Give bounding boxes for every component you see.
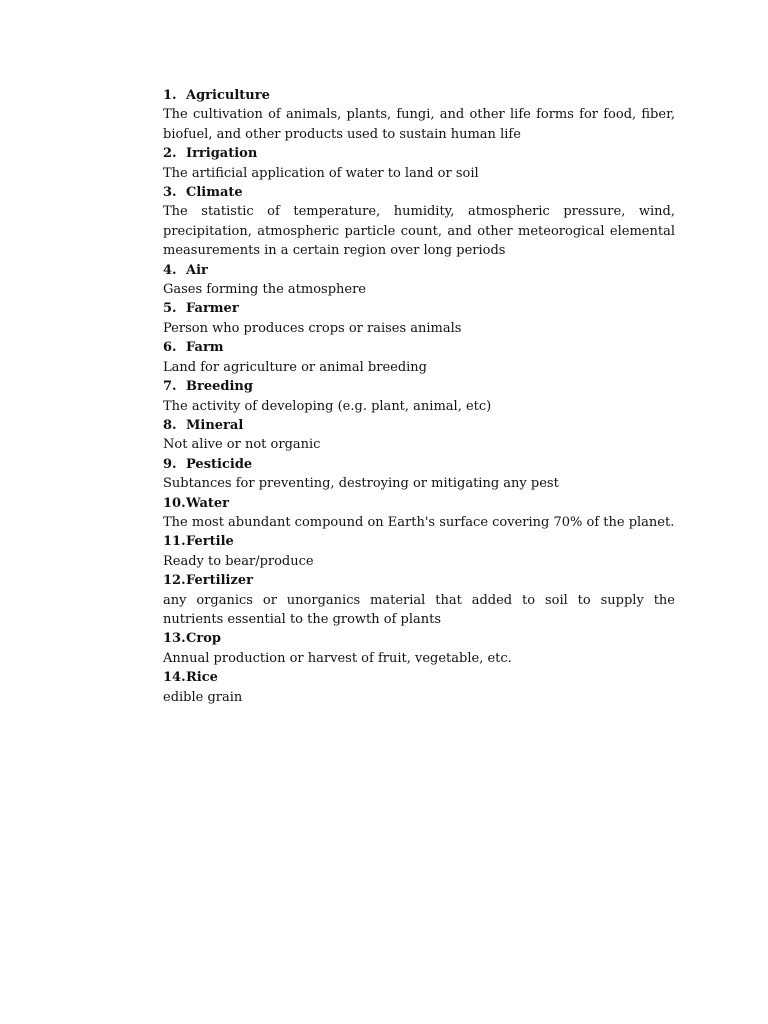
glossary-entry-crop <box>163 629 675 668</box>
term-name: Air <box>186 262 208 278</box>
term-number: 4. <box>163 262 177 278</box>
term-heading <box>163 183 675 202</box>
term-heading <box>163 261 675 280</box>
term-number: 3. <box>163 185 177 201</box>
term-name: Pesticide <box>186 456 253 472</box>
term-definition: The statistic of temperature, humidity, atmospheric pressure, wind, precipitation, atmospheric particle count, and other meteorogical elemental measurements in a certain region over long periods <box>163 204 675 259</box>
term-definition: Gases forming the atmosphere <box>163 282 366 298</box>
term-name: Agriculture <box>186 88 270 103</box>
glossary-entry-pesticide <box>163 455 675 494</box>
term-heading <box>163 144 675 163</box>
glossary-entry-mineral <box>163 416 675 455</box>
term-definition: Person who produces crops or raises animals <box>163 320 462 336</box>
term-number: 10. <box>163 495 186 511</box>
term-heading <box>163 338 675 357</box>
glossary-entry-water <box>163 494 675 533</box>
glossary-entry-rice <box>163 668 675 707</box>
term-name: Irrigation <box>186 146 258 162</box>
term-name: Crop <box>186 631 221 647</box>
glossary-entry-fertilizer <box>163 571 675 629</box>
term-number: 9. <box>163 456 177 472</box>
glossary-entry-fertile <box>163 532 675 571</box>
term-number: 13. <box>163 631 186 647</box>
term-definition: The cultivation of animals, plants, fungi, and other life forms for food, fiber, biofuel, and other products used to sustain human life <box>163 107 675 142</box>
term-number: 5. <box>163 301 177 317</box>
glossary-entry-farm <box>163 338 675 377</box>
term-number: 11. <box>163 534 186 550</box>
term-definition: Subtances for preventing, destroying or mitigating any pest <box>163 476 559 492</box>
term-number: 8. <box>163 417 177 433</box>
term-name: Mineral <box>186 417 244 433</box>
term-name: Water <box>186 495 230 511</box>
term-definition: edible grain <box>163 689 243 705</box>
term-heading <box>163 377 675 396</box>
term-definition: The most abundant compound on Earth's surface covering 70% of the planet. <box>163 514 675 530</box>
term-heading <box>163 494 675 513</box>
glossary-entry-irrigation <box>163 144 675 183</box>
term-name: Breeding <box>186 379 253 395</box>
term-definition: Ready to bear/produce <box>163 553 314 569</box>
term-definition: The artificial application of water to land or soil <box>163 165 479 181</box>
term-name: Fertile <box>186 534 234 550</box>
term-definition: any organics or unorganics material that added to soil to supply the nutrients essential to the growth of plants <box>163 592 675 627</box>
glossary-entry-climate <box>163 183 675 261</box>
term-definition: Land for agriculture or animal breeding <box>163 359 428 375</box>
term-name: Climate <box>186 185 243 201</box>
term-number: 1. <box>163 88 177 103</box>
term-heading <box>163 532 675 551</box>
term-heading <box>163 299 675 318</box>
term-name: Farmer <box>186 301 239 317</box>
term-heading <box>163 416 675 435</box>
term-number: 12. <box>163 573 186 589</box>
glossary-entry-air <box>163 261 675 300</box>
term-definition: Not alive or not organic <box>163 437 321 453</box>
term-definition: The activity of developing (e.g. plant, animal, etc) <box>163 398 492 414</box>
term-definition: Annual production or harvest of fruit, vegetable, etc. <box>163 650 512 666</box>
term-name: Farm <box>186 340 224 356</box>
glossary-document <box>163 86 675 707</box>
glossary-entry-breeding <box>163 377 675 416</box>
term-heading <box>163 571 675 590</box>
term-number: 7. <box>163 379 177 395</box>
term-number: 6. <box>163 340 177 356</box>
term-heading <box>163 455 675 474</box>
term-heading <box>163 629 675 648</box>
term-number: 14. <box>163 670 186 686</box>
term-number: 2. <box>163 146 177 162</box>
glossary-entry-farmer <box>163 299 675 338</box>
term-name: Rice <box>186 670 218 686</box>
term-heading <box>163 668 675 687</box>
glossary-entry-agriculture <box>163 86 675 144</box>
term-name: Fertilizer <box>186 573 253 589</box>
term-heading <box>163 86 675 105</box>
